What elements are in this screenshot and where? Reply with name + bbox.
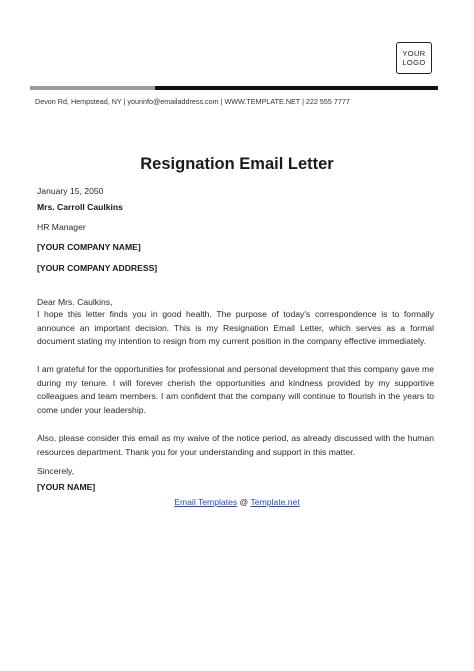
signature: [YOUR NAME] bbox=[37, 482, 96, 492]
email-templates-link[interactable]: Email Templates bbox=[174, 497, 238, 507]
logo-text-line1: YOUR bbox=[402, 49, 426, 58]
template-net-link[interactable]: Template.net bbox=[250, 497, 300, 507]
logo-text-line2: LOGO bbox=[402, 58, 426, 67]
body-paragraph-1: I hope this letter finds you in good health. The purpose of today's correspondence is to formally announce an important decision. This is my Resignation Email Letter, which serves as a formal document stating my intention to resign from my current position in the company effective immediately. bbox=[37, 309, 434, 347]
contact-info: Devon Rd, Hempstead, NY | yourinfo@emailaddress.com | WWW.TEMPLATE.NET | 222 555 7777 bbox=[35, 97, 350, 106]
recipient-title: HR Manager bbox=[37, 222, 86, 232]
logo bbox=[396, 42, 432, 74]
recipient-name: Mrs. Carroll Caulkins bbox=[37, 202, 123, 212]
letter-date: January 15, 2050 bbox=[37, 186, 104, 196]
salutation: Dear Mrs. Caulkins, bbox=[37, 297, 113, 307]
header-rule-accent bbox=[30, 86, 155, 90]
body-paragraph-3: Also, please consider this email as my waive of the notice period, as already discussed with the human resources department. Thank you for your understanding and support in this matter. bbox=[37, 433, 434, 457]
letter-title: Resignation Email Letter bbox=[140, 155, 334, 173]
company-name: [YOUR COMPANY NAME] bbox=[37, 242, 141, 252]
header-rule bbox=[30, 86, 438, 90]
body-paragraph-2: I am grateful for the opportunities for professional and personal development that this company gave me during my tenure. I will forever cherish the opportunities and kindness provided by my supportive colleagues and team members. I am confident that the company will continue to flourish in the years to come under your leadership. bbox=[37, 364, 434, 416]
closing: Sincerely, bbox=[37, 466, 75, 476]
footer-separator: @ bbox=[237, 497, 251, 507]
footer-links bbox=[0, 497, 474, 507]
company-address: [YOUR COMPANY ADDRESS] bbox=[37, 263, 158, 273]
